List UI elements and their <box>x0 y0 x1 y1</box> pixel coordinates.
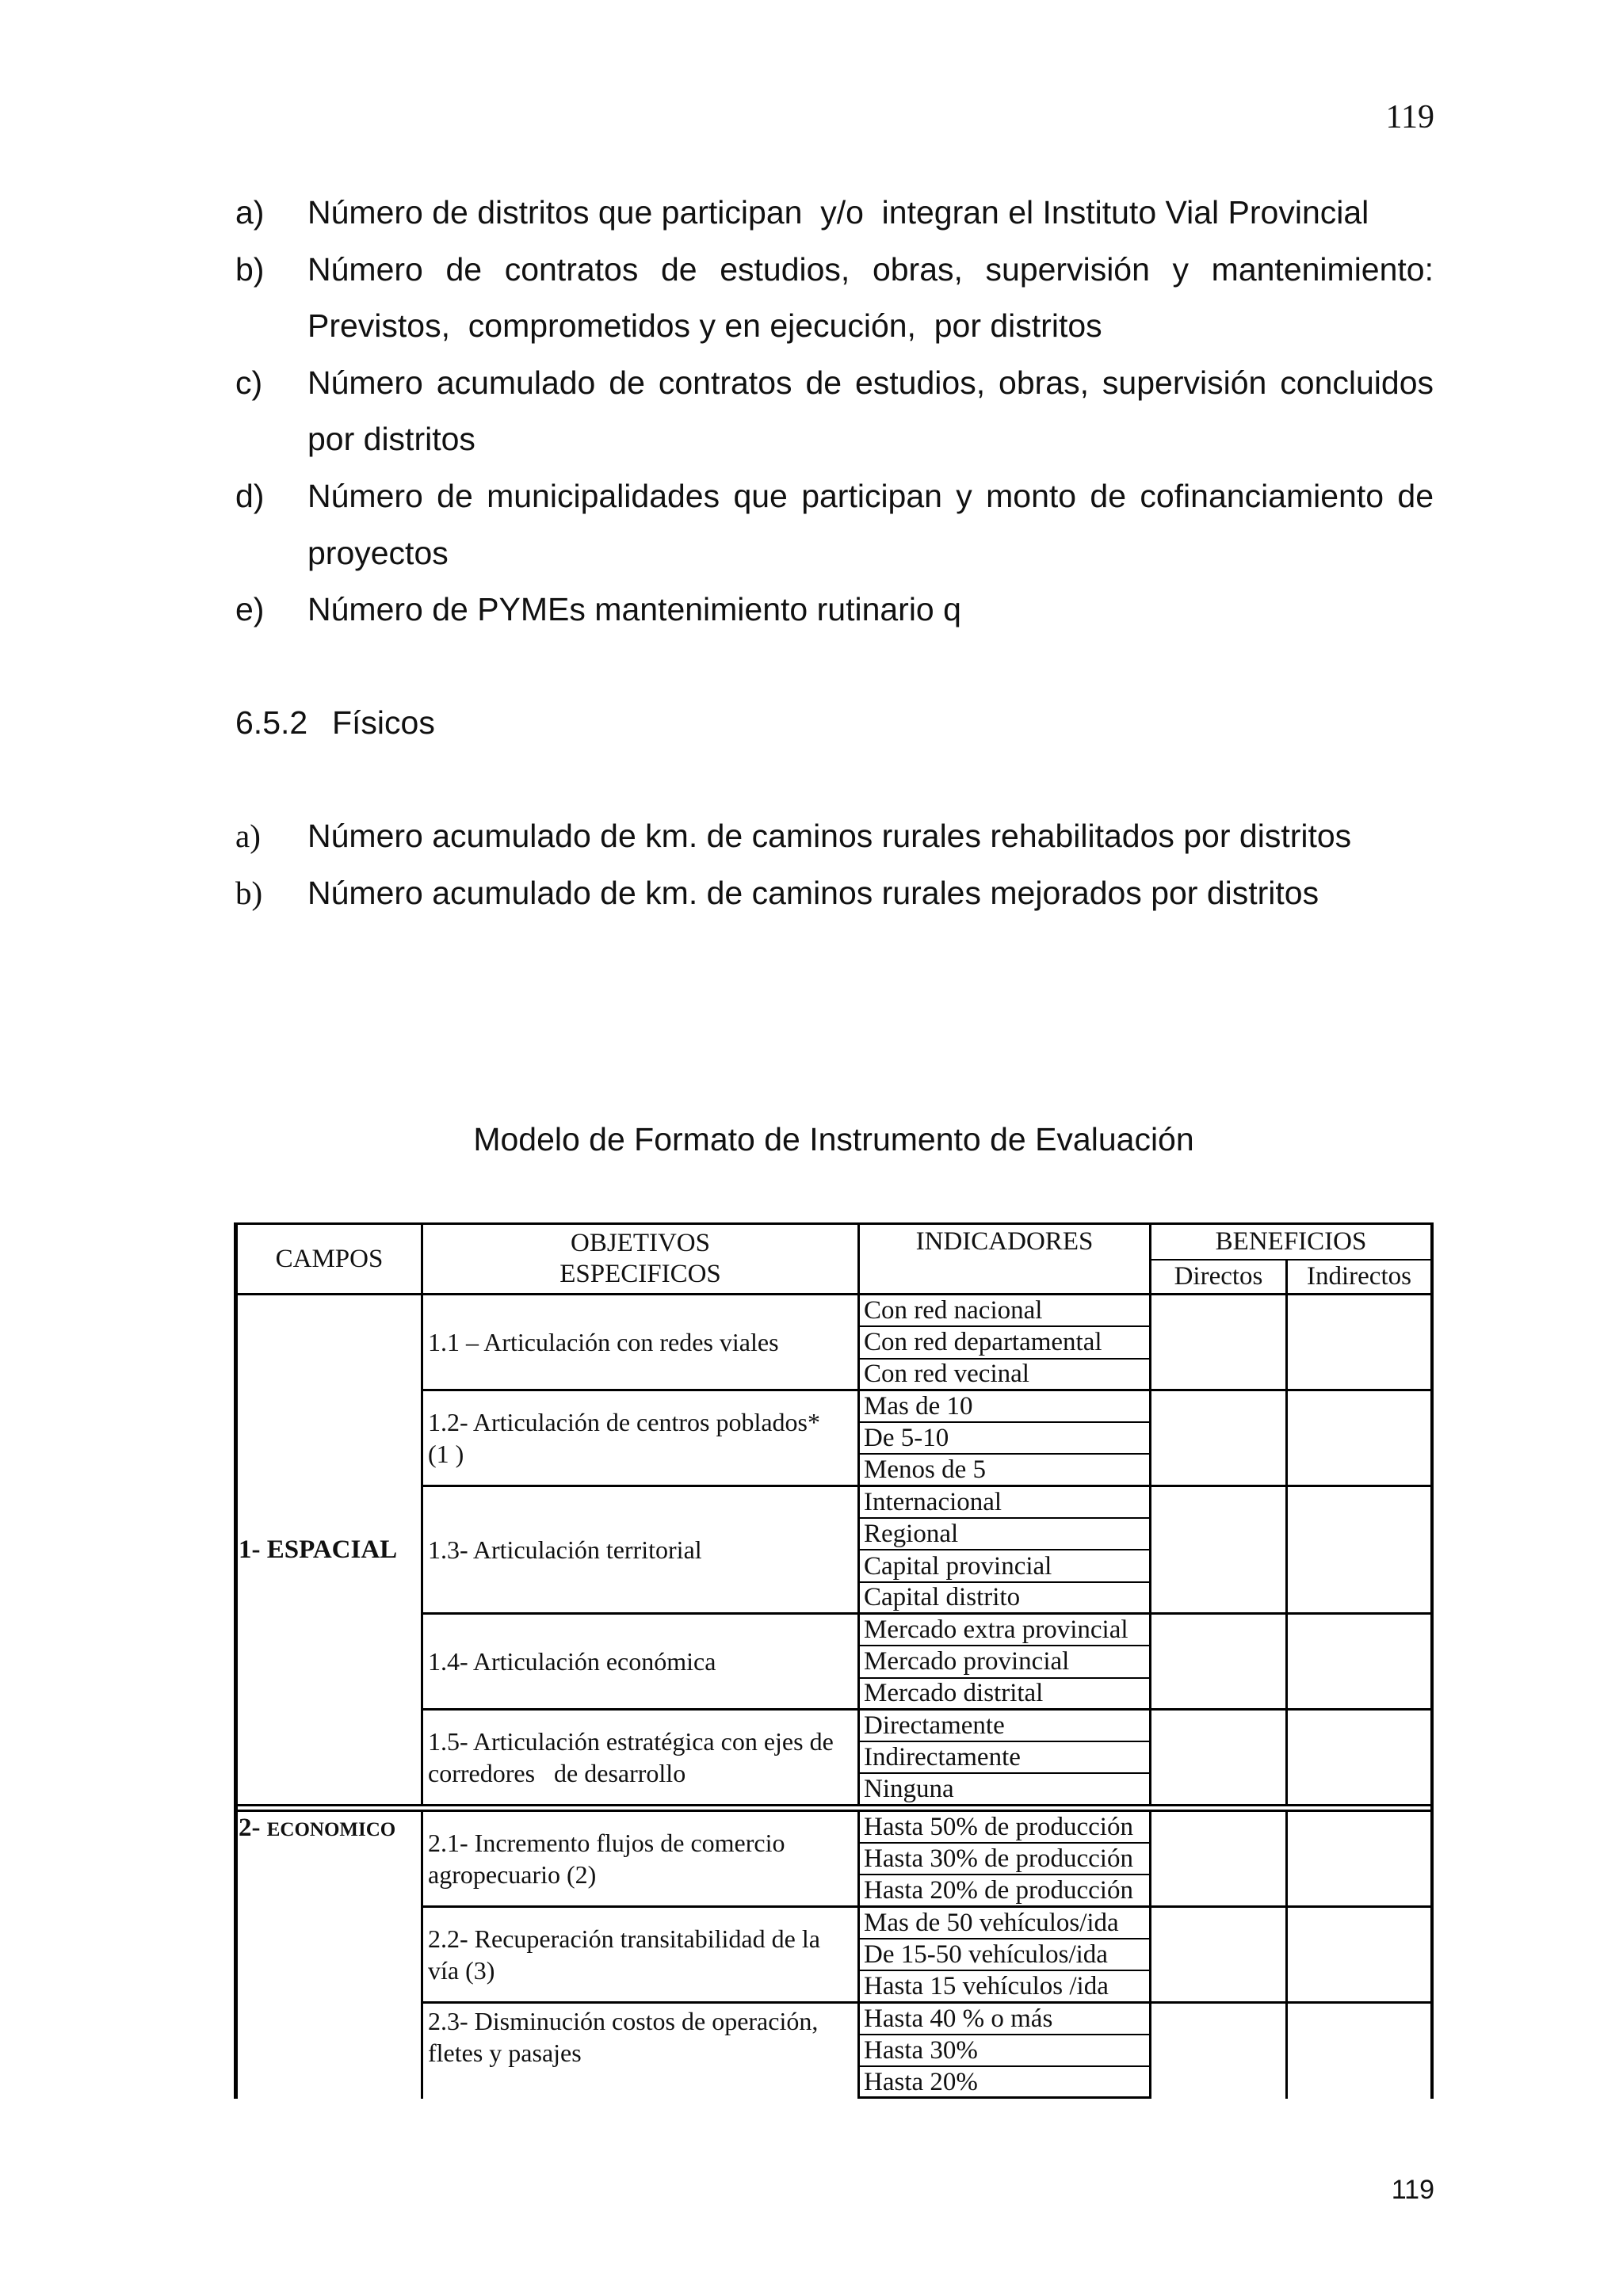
list-item-label: b) <box>235 874 263 911</box>
indicator-label: Hasta 20% de producción <box>864 1875 1133 1905</box>
beneficio-directo-cell <box>1151 1391 1288 1487</box>
list-item-label: d) <box>235 477 265 514</box>
indicator-cell <box>860 1391 1151 1423</box>
indicator-label: Hasta 50% de producción <box>864 1812 1133 1841</box>
objective-line: vía (3) <box>428 1955 495 1985</box>
list-item-label: c) <box>235 364 263 401</box>
campo-cell <box>238 1812 423 2100</box>
objective-line: 1.5- Articulación estratégica con ejes de <box>428 1726 834 1756</box>
beneficio-directo-cell <box>1151 1711 1288 1806</box>
page-number-bottom: 119 <box>1391 2175 1434 2205</box>
beneficio-directo-cell <box>1151 1812 1288 1908</box>
list-item-line: Número de distritos que participan y/o integran el Instituto Vial Provincial <box>307 194 1369 231</box>
header-objetivos <box>423 1225 860 1295</box>
page-number-top: 119 <box>1385 99 1434 135</box>
indicator-cell <box>860 1875 1151 1907</box>
section-heading <box>235 695 435 752</box>
indicator-cell <box>860 1679 1151 1711</box>
indicator-label: Hasta 40 % o más <box>864 2004 1053 2033</box>
table-title: Modelo de Formato de Instrumento de Evaluación <box>473 1121 1194 1158</box>
objective-line: 1.2- Articulación de centros poblados* <box>428 1407 820 1436</box>
header-indicadores-label: INDICADORES <box>915 1227 1094 1256</box>
beneficio-indirecto-cell <box>1288 1812 1430 1908</box>
header-beneficios <box>1151 1225 1430 1261</box>
header-indirectos <box>1288 1261 1430 1295</box>
list-item-line: Número de municipalidades que participan y monto de cofinanciamiento de <box>307 477 1434 514</box>
section-divider <box>238 1806 1430 1812</box>
header-directos-label: Directos <box>1174 1262 1263 1291</box>
beneficio-directo-cell <box>1151 2004 1288 2100</box>
indicator-cell <box>860 1646 1151 1678</box>
beneficio-directo-cell <box>1151 1487 1288 1615</box>
indicator-label: Hasta 20% <box>864 2067 978 2096</box>
indicator-cell <box>860 1295 1151 1327</box>
section-number: 6.5.2 <box>235 704 308 741</box>
list-item <box>235 185 1434 242</box>
list-item-text <box>307 355 1434 468</box>
section-title: Físicos <box>332 704 435 741</box>
indicator-label: Hasta 15 vehículos /ida <box>864 1971 1109 2000</box>
header-directos <box>1151 1261 1288 1295</box>
objective-cell <box>423 1812 860 1908</box>
indicator-cell <box>860 1844 1151 1875</box>
objective-cell <box>423 2004 860 2100</box>
indicator-cell <box>860 1550 1151 1582</box>
campo-name: ECONOMICO <box>266 1818 396 1840</box>
list-item-line: Número de contratos de estudios, obras, supervisión y mantenimiento: <box>307 250 1434 288</box>
objective-line: corredores de desarrollo <box>428 1758 686 1787</box>
list-item-text <box>307 808 1434 865</box>
campo-name: ESPACIAL <box>266 1535 398 1564</box>
beneficio-indirecto-cell <box>1288 1487 1430 1615</box>
indicator-cell <box>860 1360 1151 1391</box>
indicator-cell <box>860 1742 1151 1774</box>
list-item-line: Previstos, comprometidos y en ejecución, por distritos <box>307 307 1102 345</box>
indicator-cell <box>860 1327 1151 1359</box>
campo-number: 1- <box>239 1535 261 1564</box>
list-item <box>235 808 1434 865</box>
indicator-cell <box>860 1455 1151 1486</box>
list-item-line: Número de PYMEs mantenimiento rutinario q <box>307 591 961 628</box>
list-item-text <box>307 242 1434 355</box>
header-objetivos-line: OBJETIVOS <box>570 1229 710 1257</box>
list-item-text <box>307 582 1434 639</box>
beneficio-indirecto-cell <box>1288 2004 1430 2100</box>
indicator-label: Mas de 10 <box>864 1392 973 1421</box>
indicator-cell <box>860 2035 1151 2067</box>
indicator-cell <box>860 1774 1151 1806</box>
indicator-cell <box>860 1908 1151 1939</box>
objective-line: 1.4- Articulación económica <box>428 1646 716 1676</box>
objective-line: 2.2- Recuperación transitabilidad de la <box>428 1924 820 1953</box>
indicator-cell <box>860 1583 1151 1615</box>
indicator-label: Con red vecinal <box>864 1360 1029 1389</box>
indicator-label: Capital provincial <box>864 1551 1052 1581</box>
indicator-label: Hasta 30% de producción <box>864 1844 1133 1874</box>
header-objetivos-line: ESPECIFICOS <box>559 1260 721 1288</box>
list-item-label: a) <box>235 818 261 854</box>
objective-line: 1.3- Articulación territorial <box>428 1535 702 1564</box>
indicator-label: De 5-10 <box>864 1424 949 1453</box>
indicator-label: Mercado extra provincial <box>864 1615 1128 1645</box>
list-item <box>235 865 1434 922</box>
beneficio-directo-cell <box>1151 1295 1288 1391</box>
objective-line: fletes y pasajes <box>428 2038 582 2067</box>
indicator-cell <box>860 1812 1151 1844</box>
indicator-label: Indirectamente <box>864 1743 1021 1772</box>
objective-line: agropecuario (2) <box>428 1859 597 1889</box>
indicator-label: Mercado distrital <box>864 1679 1044 1708</box>
indicator-label: Directamente <box>864 1711 1005 1740</box>
beneficio-indirecto-cell <box>1288 1711 1430 1806</box>
indicator-cell <box>860 1519 1151 1550</box>
list-item-label: e) <box>235 591 265 628</box>
list-item-line: por distritos <box>307 421 475 458</box>
indicator-label: De 15-50 vehículos/ida <box>864 1940 1108 1970</box>
objective-cell <box>423 1908 860 2004</box>
objective-cell <box>423 1487 860 1615</box>
header-indirectos-label: Indirectos <box>1307 1262 1411 1291</box>
evaluation-table <box>234 1222 1434 2099</box>
objective-line: 2.1- Incremento flujos de comercio <box>428 1828 785 1857</box>
beneficio-directo-cell <box>1151 1615 1288 1711</box>
objective-cell <box>423 1295 860 1391</box>
indicator-label: Con red departamental <box>864 1328 1102 1357</box>
indicator-label: Con red nacional <box>864 1296 1043 1325</box>
indicator-cell <box>860 1939 1151 1971</box>
indicator-cell <box>860 2067 1151 2099</box>
list-item <box>235 242 1434 355</box>
indicator-label: Internacional <box>864 1487 1002 1516</box>
objective-cell <box>423 1615 860 1711</box>
indicator-cell <box>860 1971 1151 2003</box>
campo-number: 2- <box>239 1813 261 1842</box>
indicator-label: Regional <box>864 1520 959 1549</box>
beneficio-directo-cell <box>1151 1908 1288 2004</box>
indicator-cell <box>860 1711 1151 1742</box>
list-item-line: Número acumulado de km. de caminos rurales mejorados por distritos <box>307 874 1319 911</box>
list-item-label: a) <box>235 194 265 231</box>
beneficio-indirecto-cell <box>1288 1908 1430 2004</box>
objective-line: 1.1 – Articulación con redes viales <box>428 1327 779 1356</box>
beneficio-indirecto-cell <box>1288 1391 1430 1487</box>
header-campos <box>238 1225 423 1295</box>
beneficio-indirecto-cell <box>1288 1295 1430 1391</box>
header-indicadores <box>860 1225 1151 1295</box>
indicator-cell <box>860 2004 1151 2035</box>
list-item-label: b) <box>235 250 265 288</box>
objective-cell <box>423 1391 860 1487</box>
list-item <box>235 582 1434 639</box>
list-item-text <box>307 185 1434 242</box>
header-beneficios-label: BENEFICIOS <box>1215 1227 1367 1256</box>
indicator-label: Mercado provincial <box>864 1647 1070 1676</box>
indicator-cell <box>860 1487 1151 1519</box>
list-item-text <box>307 468 1434 582</box>
header-campos-label: CAMPOS <box>275 1244 384 1273</box>
physical-indicators-list <box>235 808 1434 921</box>
list-item <box>235 468 1434 582</box>
objective-line: (1 ) <box>428 1439 464 1468</box>
indicator-cell <box>860 1423 1151 1455</box>
indicator-label: Mas de 50 vehículos/ida <box>864 1908 1119 1937</box>
campo-label <box>239 1812 395 1846</box>
campo-label <box>239 1534 397 1566</box>
list-item <box>235 355 1434 468</box>
campo-cell <box>238 1295 423 1806</box>
indicator-label: Ninguna <box>864 1775 954 1804</box>
management-indicators-list <box>235 185 1434 639</box>
list-item-line: Número acumulado de contratos de estudios, obras, supervisión concluidos <box>307 364 1434 401</box>
indicator-label: Menos de 5 <box>864 1455 986 1485</box>
indicator-label: Hasta 30% <box>864 2035 978 2065</box>
indicator-cell <box>860 1615 1151 1646</box>
objective-cell <box>423 1711 860 1806</box>
list-item-text <box>307 865 1434 922</box>
list-item-line: Número acumulado de km. de caminos rurales rehabilitados por distritos <box>307 818 1352 854</box>
list-item-line: proyectos <box>307 534 449 571</box>
indicator-label: Capital distrito <box>864 1583 1021 1612</box>
objective-line: 2.3- Disminución costos de operación, <box>428 2006 819 2035</box>
beneficio-indirecto-cell <box>1288 1615 1430 1711</box>
